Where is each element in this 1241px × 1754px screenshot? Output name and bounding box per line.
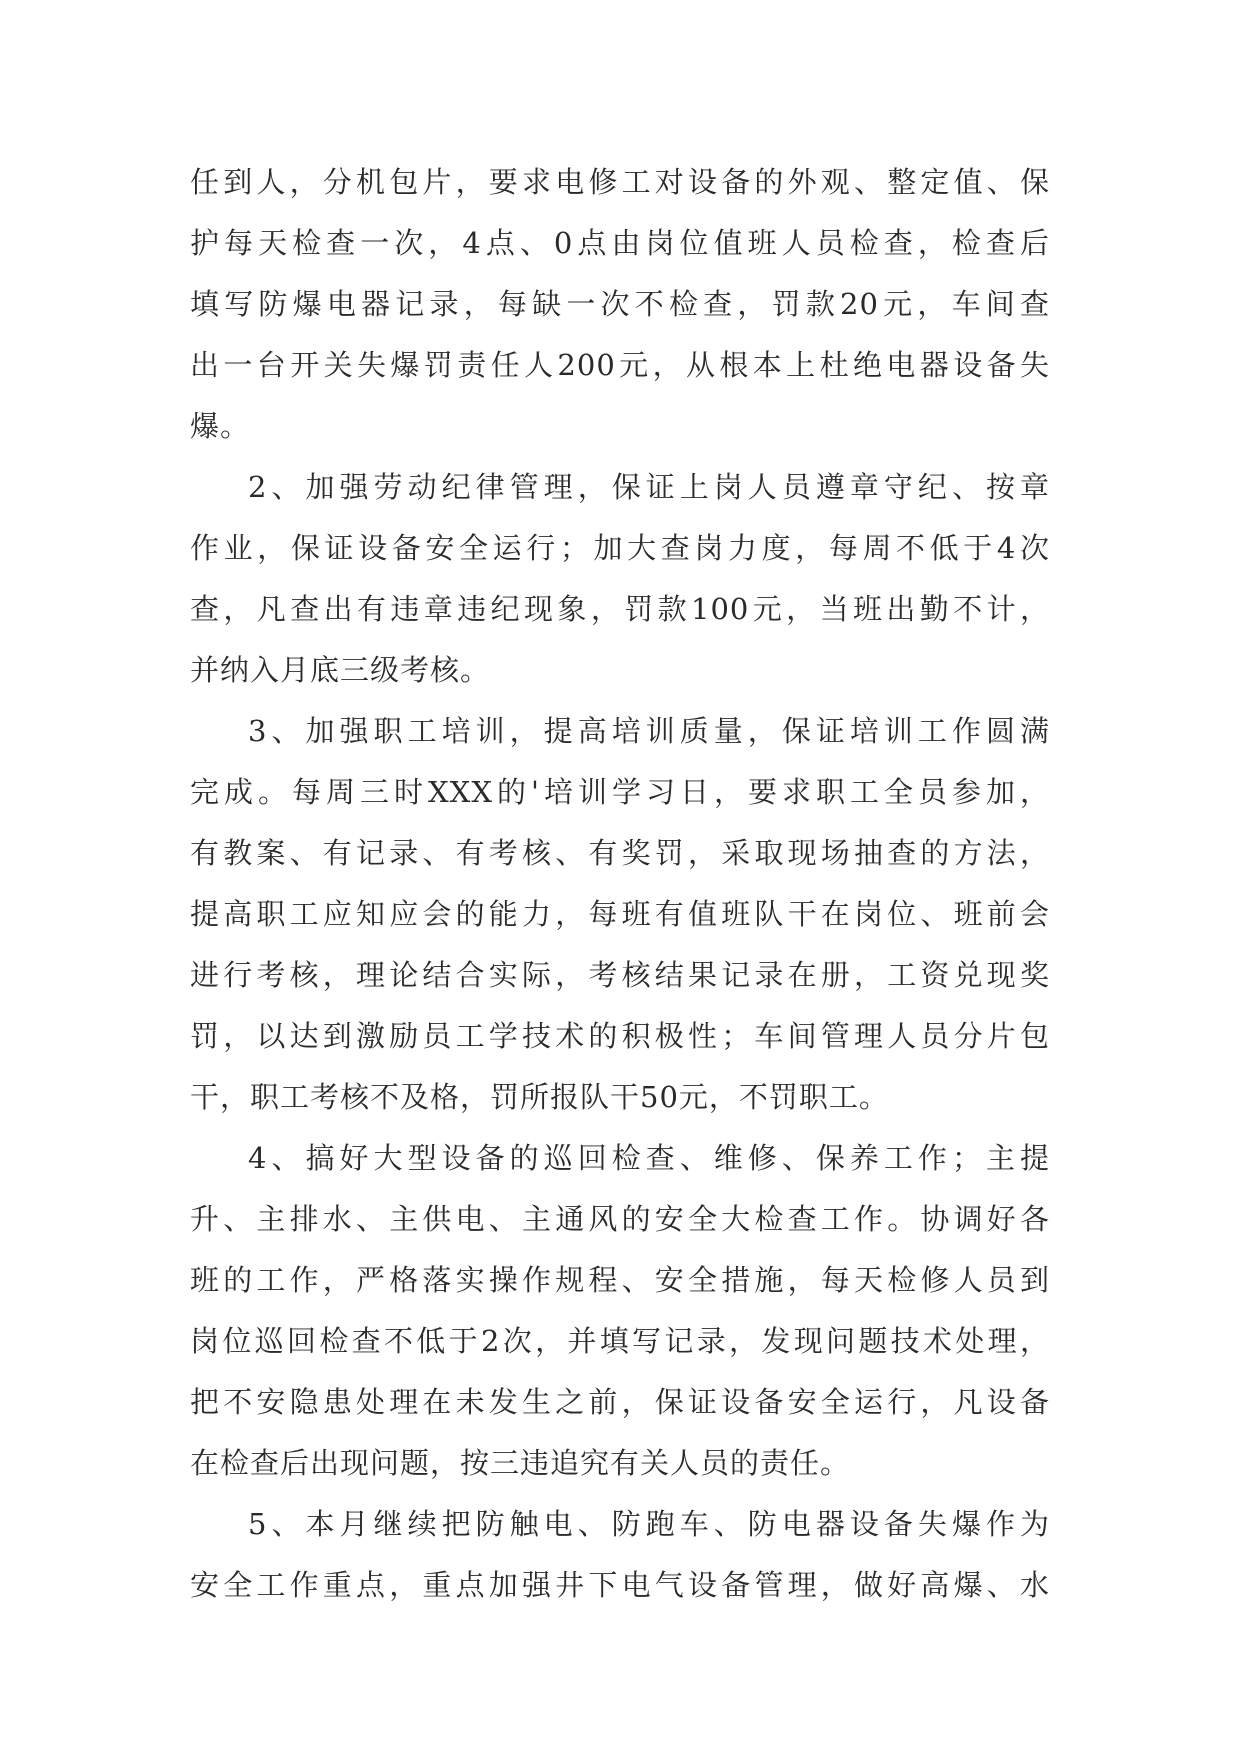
text-line: 任到人，分机包片，要求电修工对设备的外观、整定值、保 xyxy=(190,165,1050,199)
text-line: 安全工作重点，重点加强井下电气设备管理，做好高爆、水 xyxy=(190,1568,1050,1602)
text-line: 岗位巡回检查不低于2次，并填写记录，发现问题技术处理， xyxy=(190,1324,1050,1358)
text-line: 完成。每周三时XXX的'培训学习日，要求职工全员参加， xyxy=(190,775,1050,809)
paragraph-item-3 xyxy=(190,701,1050,1128)
text-line: 提高职工应知应会的能力，每班有值班队干在岗位、班前会 xyxy=(190,897,1050,931)
text-line: 在检查后出现问题，按三违追究有关人员的责任。 xyxy=(190,1446,851,1480)
text-line: 2、加强劳动纪律管理，保证上岗人员遵章守纪、按章 xyxy=(248,470,1050,504)
text-line: 5、本月继续把防触电、防跑车、防电器设备失爆作为 xyxy=(248,1507,1050,1541)
document-body xyxy=(190,152,1050,1616)
text-line: 护每天检查一次，4点、0点由岗位值班人员检查，检查后 xyxy=(190,226,1050,260)
text-line: 出一台开关失爆罚责任人200元，从根本上杜绝电器设备失 xyxy=(190,348,1050,382)
text-line: 罚，以达到激励员工学技术的积极性；车间管理人员分片包 xyxy=(190,1019,1050,1053)
text-line: 作业，保证设备安全运行；加大查岗力度，每周不低于4次 xyxy=(190,531,1050,565)
paragraph-item-4 xyxy=(190,1128,1050,1494)
text-line: 干，职工考核不及格，罚所报队干50元，不罚职工。 xyxy=(190,1080,889,1114)
text-line: 并纳入月底三级考核。 xyxy=(190,653,491,687)
text-line: 把不安隐患处理在未发生之前，保证设备安全运行，凡设备 xyxy=(190,1385,1050,1419)
text-line: 进行考核，理论结合实际，考核结果记录在册，工资兑现奖 xyxy=(190,958,1050,992)
text-line: 爆。 xyxy=(190,409,251,443)
text-line: 查，凡查出有违章违纪现象，罚款100元，当班出勤不计， xyxy=(190,592,1050,626)
text-line: 班的工作，严格落实操作规程、安全措施，每天检修人员到 xyxy=(190,1263,1050,1297)
paragraph-continuation xyxy=(190,152,1050,457)
text-line: 有教案、有记录、有考核、有奖罚，采取现场抽查的方法， xyxy=(190,836,1050,870)
paragraph-item-5 xyxy=(190,1494,1050,1616)
text-line: 4、搞好大型设备的巡回检查、维修、保养工作；主提 xyxy=(248,1141,1050,1175)
paragraph-item-2 xyxy=(190,457,1050,701)
text-line: 填写防爆电器记录，每缺一次不检查，罚款20元，车间查 xyxy=(190,287,1050,321)
text-line: 3、加强职工培训，提高培训质量，保证培训工作圆满 xyxy=(248,714,1050,748)
text-line: 升、主排水、主供电、主通风的安全大检查工作。协调好各 xyxy=(190,1202,1050,1236)
